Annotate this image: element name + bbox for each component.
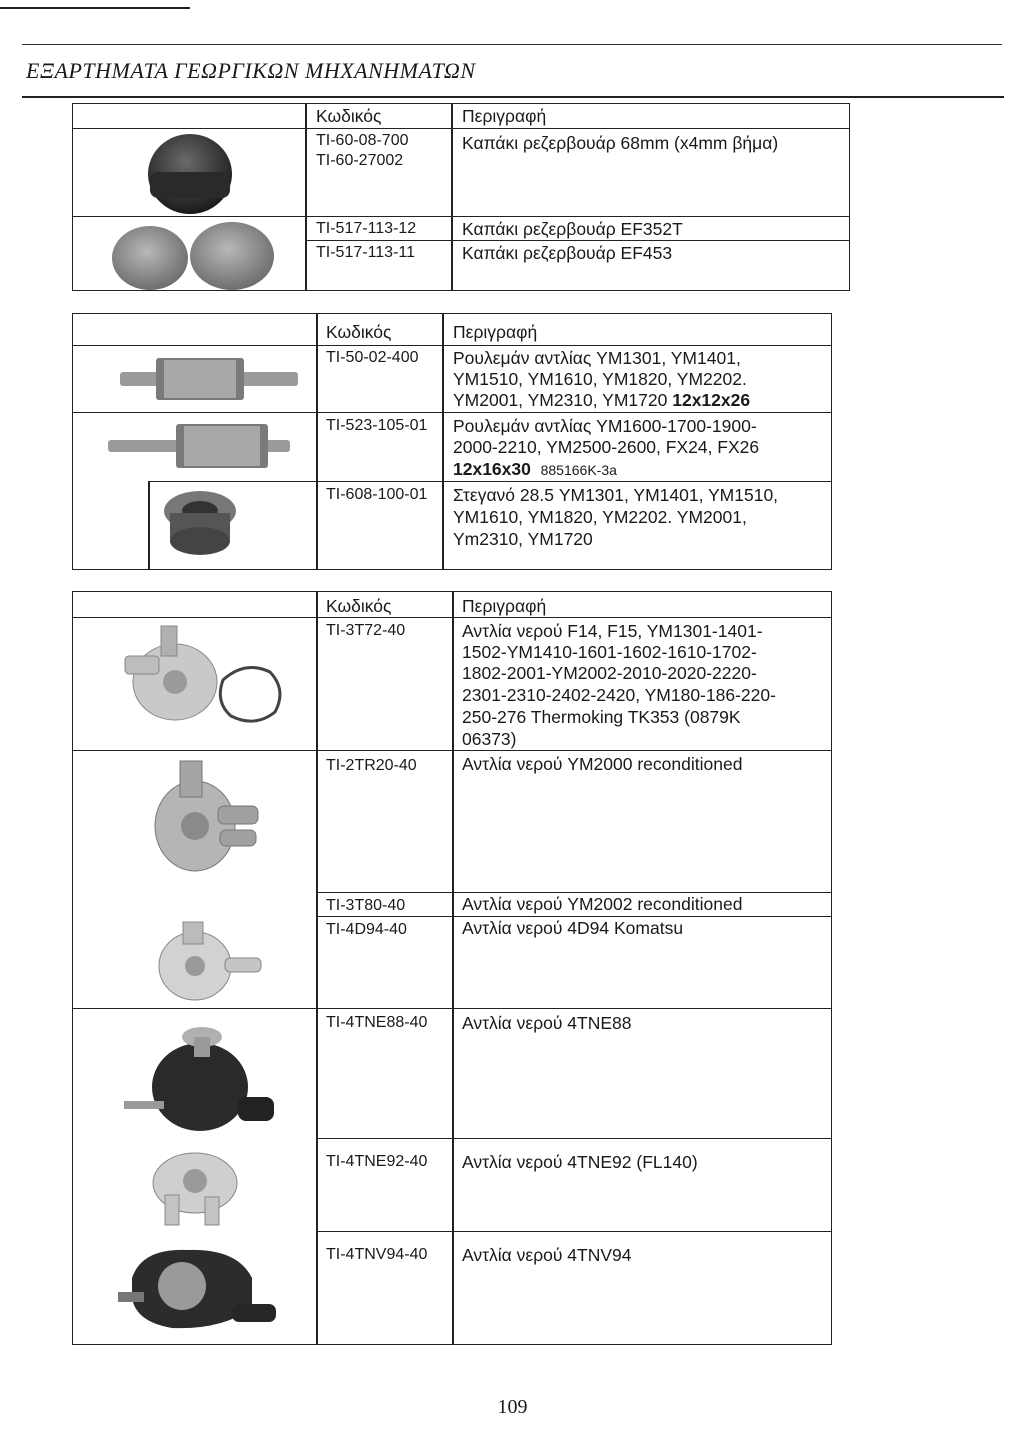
part-description: 2301-2310-2402-2420, YM180-186-220- [462, 685, 776, 705]
water-pump-image [135, 1145, 265, 1230]
part-description: 12x16x30 885166K-3a [453, 459, 617, 479]
part-code: TI-4TNE88-40 [326, 1014, 428, 1031]
col-header-description: Περιγραφή [453, 322, 538, 342]
part-code: TI-3T72-40 [326, 622, 406, 639]
col-header-code: Κωδικός [326, 322, 392, 342]
part-code: TI-60-27002 [316, 152, 404, 169]
part-code: TI-517-113-11 [316, 244, 416, 261]
part-description: Στεγανό 28.5 YM1301, YM1401, YM1510, [453, 485, 779, 505]
top-edge-line [0, 7, 190, 9]
part-code: TI-4TNE92-40 [326, 1153, 428, 1170]
part-description: Αντλία νερού F14, F15, YM1301-1401- [462, 621, 763, 641]
col-header-code: Κωδικός [316, 106, 382, 126]
pump-shaft-bearing-image [108, 418, 293, 476]
part-description: YM2001, YM2310, YM1720 12x12x26 [453, 390, 751, 410]
part-code: TI-523-105-01 [326, 417, 428, 434]
part-description: Ρουλεμάν αντλίας YM1301, YM1401, [453, 348, 741, 368]
part-code: TI-608-100-01 [326, 486, 428, 503]
part-description: Ym2310, YM1720 [453, 529, 593, 549]
col-header-code: Κωδικός [326, 596, 392, 616]
part-description: Καπάκι ρεζερβουάρ 68mm (x4mm βήμα) [462, 133, 779, 153]
part-description: Αντλία νερού 4TNV94 [462, 1245, 632, 1265]
water-pump-with-gasket-image [105, 620, 295, 732]
part-description: Αντλία νερού 4TNE92 (FL140) [462, 1152, 698, 1172]
part-description: Αντλία νερού 4TNE88 [462, 1013, 632, 1033]
part-description: 1502-YM1410-1601-1602-1610-1702- [462, 642, 757, 662]
part-description: Ρουλεμάν αντλίας YM1600-1700-1900- [453, 416, 757, 436]
part-description: Αντλία νερού YM2000 reconditioned [462, 754, 743, 774]
black-water-pump-image [120, 1015, 280, 1150]
header-rule-top [22, 44, 1002, 45]
part-description: Αντλία νερού 4D94 Komatsu [462, 918, 684, 938]
part-code: TI-2TR20-40 [326, 757, 417, 774]
part-code: TI-60-08-700 [316, 132, 409, 149]
page-header-title: ΕΞΑΡΤΗΜΑΤΑ ΓΕΩΡΓΙΚΩΝ ΜΗΧΑΝΗΜΑΤΩΝ [26, 58, 476, 83]
part-code: TI-4TNV94-40 [326, 1246, 428, 1263]
pump-shaft-bearing-image [120, 350, 300, 410]
part-code: TI-50-02-400 [326, 349, 419, 366]
water-pump-image [140, 756, 270, 891]
black-fuel-cap-image [140, 126, 240, 218]
water-pump-image [135, 918, 275, 1008]
part-description: Αντλία νερού YM2002 reconditioned [462, 894, 743, 914]
grey-fuel-caps-image [108, 220, 283, 290]
part-code: TI-517-113-12 [316, 220, 417, 237]
part-description: 250-276 Thermoking TK353 (0879K [462, 707, 741, 727]
col-header-description: Περιγραφή [462, 106, 547, 126]
part-description: Καπάκι ρεζερβουάρ EF352T [462, 219, 683, 239]
water-pump-seal-image [160, 483, 240, 561]
part-code: TI-3T80-40 [326, 897, 406, 914]
col-header-description: Περιγραφή [462, 596, 547, 616]
part-description: YM1510, YM1610, YM1820, YM2202. [453, 369, 747, 389]
page-number: 109 [497, 1396, 528, 1418]
header-rule-bottom [22, 96, 1004, 98]
part-description: 2000-2210, YM2500-2600, FX24, FX26 [453, 437, 760, 457]
part-code: TI-4D94-40 [326, 921, 407, 938]
part-description: Καπάκι ρεζερβουάρ EF453 [462, 243, 673, 263]
part-description: 06373) [462, 729, 517, 749]
part-description: 1802-2001-YM2002-2010-2020-2220- [462, 663, 757, 683]
black-water-pump-image [112, 1238, 282, 1338]
part-description: YM1610, YM1820, YM2202. YM2001, [453, 507, 747, 527]
